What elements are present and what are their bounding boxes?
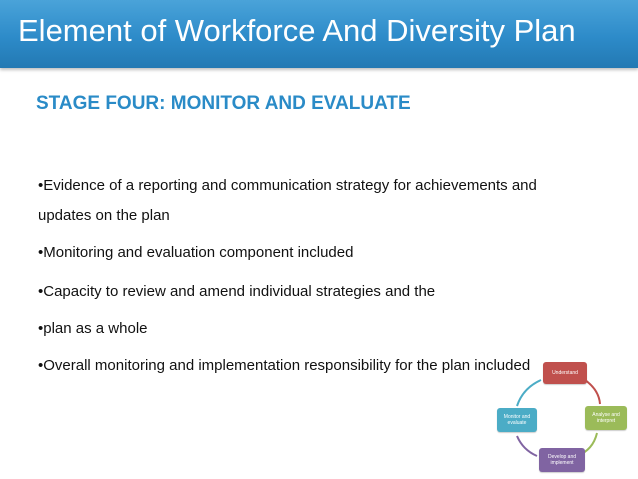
stage-heading: STAGE FOUR: MONITOR AND EVALUATE [36, 93, 411, 114]
arrow-monitor-to-understand [517, 380, 541, 406]
cycle-diagram [487, 356, 632, 476]
bullet-line-3: •Monitoring and evaluation component included [38, 244, 354, 261]
bullet-line-1: •Evidence of a reporting and communication strategy for achievements and [38, 177, 537, 194]
node-understand: Understand [543, 362, 587, 384]
node-analyse: Analyse and interpret [585, 406, 627, 430]
bullet-line-6: •Overall monitoring and implementation responsibility for the plan included [38, 357, 531, 374]
bullet-line-5: •plan as a whole [38, 320, 148, 337]
arrow-develop-to-monitor [517, 436, 537, 456]
bullet-line-4: •Capacity to review and amend individual strategies and the [38, 283, 436, 300]
title-bar [0, 0, 638, 68]
node-develop: Develop and implement [539, 448, 585, 472]
arrow-understand-to-analyse [585, 380, 600, 404]
node-monitor: Monitor and evaluate [497, 408, 537, 432]
bullet-line-2: updates on the plan [38, 207, 170, 224]
slide-title: Element of Workforce And Diversity Plan [18, 13, 576, 48]
